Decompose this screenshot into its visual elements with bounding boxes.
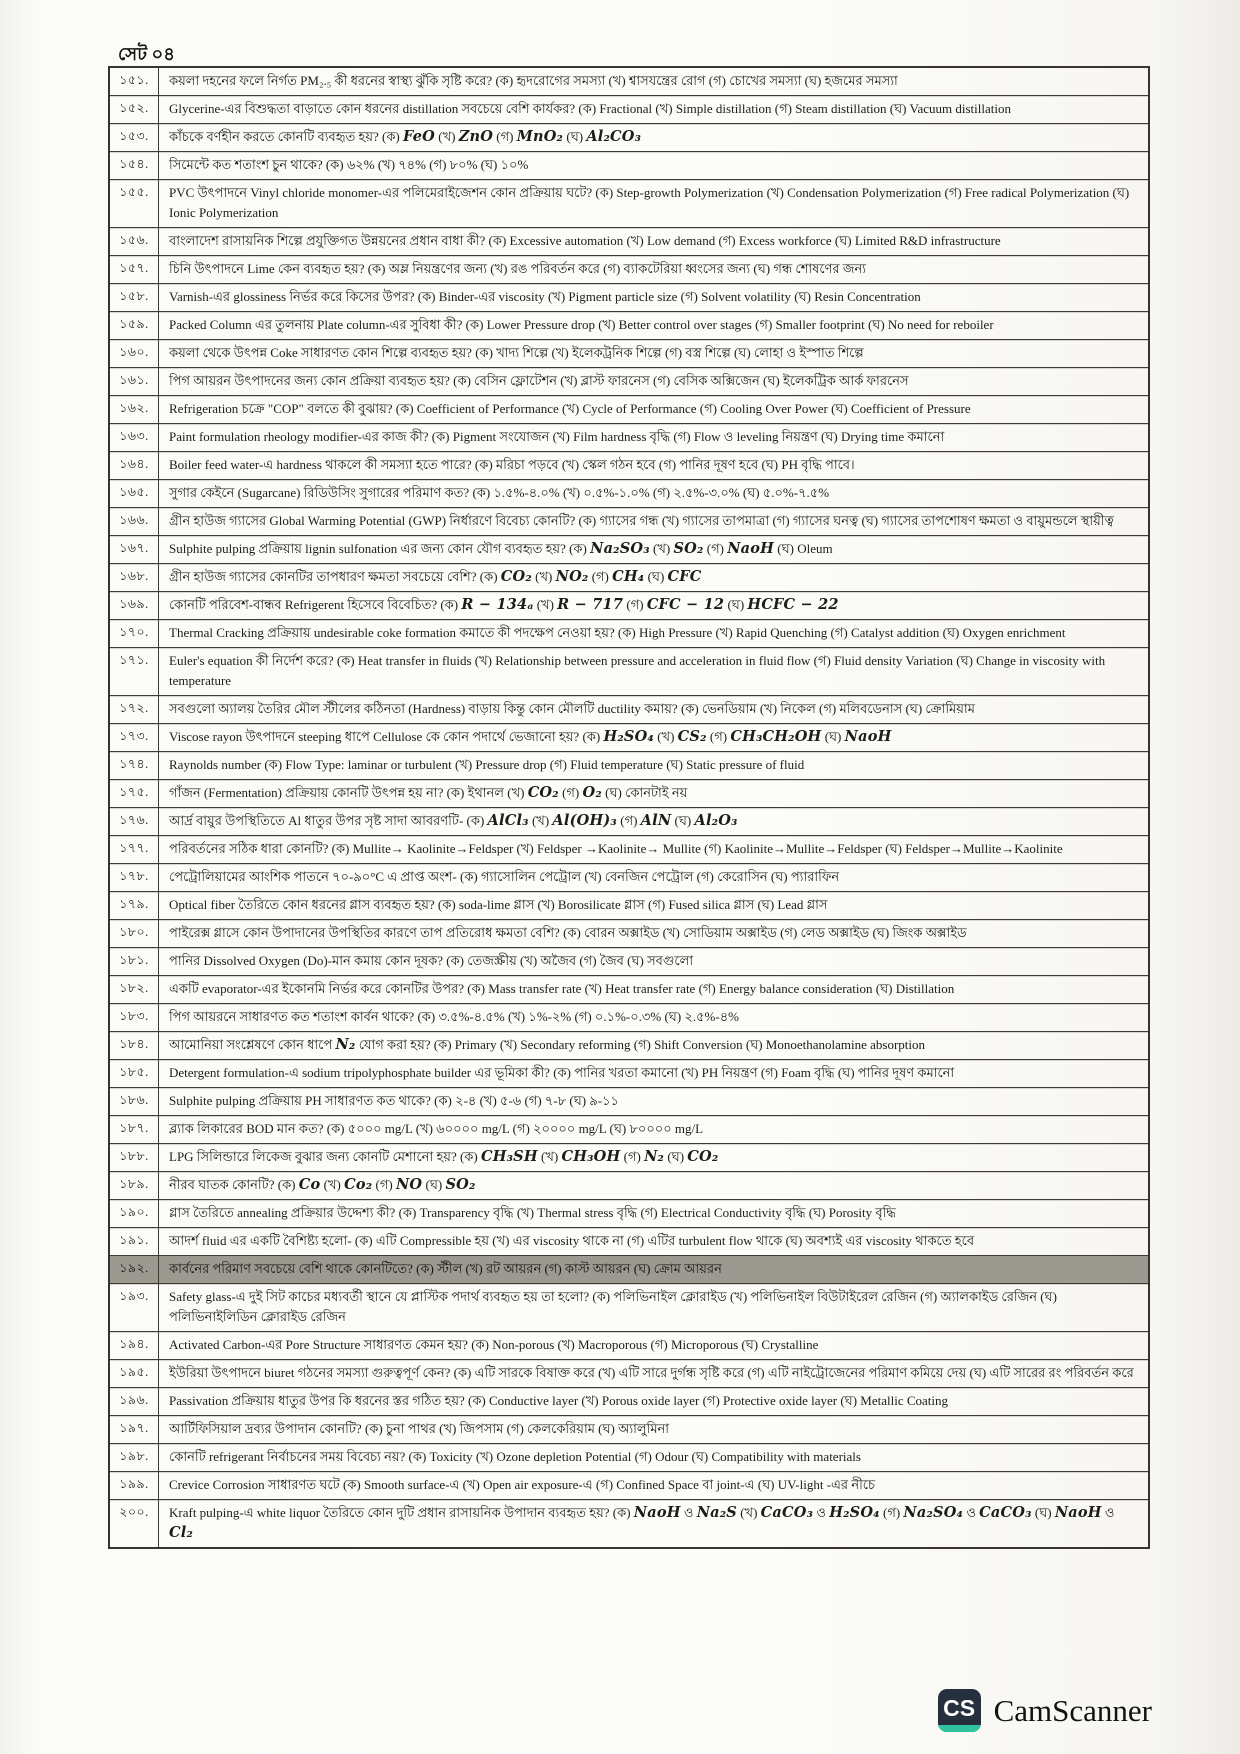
question-number: ১৯৫. [109, 1360, 159, 1388]
question-row [109, 1360, 1149, 1388]
question-text: Boiler feed water-এ hardness থাকলে কী সমস্যা হতে পারে? (ক) মরিচা পড়বে (খ) স্কেল গঠন হবে (গ) পানির দূষণ হবে (ঘ) PH বৃদ্ধি পাবে। [159, 452, 1150, 480]
question-text: গাঁজন (Fermentation) প্রক্রিয়ায় কোনটি উৎপন্ন হয় না? (ক) ইথানল (খ) CO₂ (গ) O₂ (ঘ) কোনটাই নয় [159, 780, 1150, 808]
question-row [109, 1088, 1149, 1116]
question-row [109, 920, 1149, 948]
chemical-formula: CH₄ [612, 568, 645, 585]
question-number: ১৯১. [109, 1228, 159, 1256]
question-row [109, 96, 1149, 124]
question-row [109, 284, 1149, 312]
question-text: Thermal Cracking প্রক্রিয়ায় undesirable coke formation কমাতে কী পদক্ষেপ নেওয়া হয়? (ক) High Pressure (খ) Rapid Quenching (গ) Catalyst addition (ঘ) Oxygen enrichment [159, 620, 1150, 648]
question-text: Euler's equation কী নির্দেশ করে? (ক) Heat transfer in fluids (খ) Relationship between pressure and acceleration in fluid flow (গ) Fluid density Variation (ঘ) Change in viscosity with temperature [159, 648, 1150, 696]
question-number: ১৫১. [109, 67, 159, 96]
question-number: ১৫৫. [109, 180, 159, 228]
question-number: ১৮৬. [109, 1088, 159, 1116]
camscanner-watermark [938, 1689, 1152, 1732]
question-number: ১৭৩. [109, 724, 159, 752]
question-text: গ্রীন হাউজ গ্যাসের কোনটির তাপধারণ ক্ষমতা সবচেয়ে বেশি? (ক) CO₂ (খ) NO₂ (গ) CH₄ (ঘ) CFC [159, 564, 1150, 592]
chemical-formula: CaCO₃ [760, 1504, 814, 1521]
chemical-formula: Na₂S [696, 1504, 737, 1521]
question-row [109, 564, 1149, 592]
camscanner-brand-text: CamScanner [993, 1692, 1152, 1728]
question-text: Paint formulation rheology modifier-এর কাজ কী? (ক) Pigment সংযোজন (খ) Film hardness বৃদ্ধি (গ) Flow ও leveling নিয়ন্ত্রণ (ঘ) Drying time কমানো [159, 424, 1150, 452]
question-row [109, 752, 1149, 780]
question-row [109, 1256, 1149, 1284]
question-row [109, 892, 1149, 920]
question-text: চিনি উৎপাদনে Lime কেন ব্যবহৃত হয়? (ক) অম্ল নিয়ন্ত্রণের জন্য (খ) রঙ পরিবর্তন করে (গ) ব্যাকটেরিয়া ধ্বংসের জন্য (ঘ) গন্ধ শোষণের জন্য [159, 256, 1150, 284]
question-row [109, 620, 1149, 648]
chemical-formula: NaoH [727, 540, 775, 557]
chemical-formula: NO [395, 1176, 423, 1193]
question-text: আর্টিফিসিয়াল দ্রব্যর উপাদান কোনটি? (ক) চুনা পাথর (খ) জিপসাম (গ) কেলকেরিয়াম (ঘ) অ্যালুমিনা [159, 1416, 1150, 1444]
chemical-formula: AlN [640, 812, 672, 829]
chemical-formula: Na₂SO₃ [590, 540, 650, 557]
question-number: ১৫৯. [109, 312, 159, 340]
question-text: Sulphite pulping প্রক্রিয়ায় PH সাধারণত কত থাকে? (ক) ২-৪ (খ) ৫-৬ (গ) ৭-৮ (ঘ) ৯-১১ [159, 1088, 1150, 1116]
question-row [109, 256, 1149, 284]
chemical-formula: CO₂ [500, 568, 532, 585]
chemical-formula: CO₂ [687, 1148, 719, 1165]
question-number: ১৯৪. [109, 1332, 159, 1360]
question-number: ১৬৫. [109, 480, 159, 508]
question-number: ১৮০. [109, 920, 159, 948]
question-row [109, 508, 1149, 536]
question-row [109, 1472, 1149, 1500]
question-number: ১৭৭. [109, 836, 159, 864]
chemical-formula: NaoH [1054, 1504, 1102, 1521]
chemical-formula: AlCl₃ [487, 812, 529, 829]
chemical-formula: CH₃CH₂OH [730, 728, 822, 745]
question-number: ১৮৩. [109, 1004, 159, 1032]
question-row [109, 648, 1149, 696]
question-text: একটি evaporator-এর ইকোনমি নির্ভর করে কোনটির উপর? (ক) Mass transfer rate (খ) Heat transfer rate (গ) Energy balance consideration (ঘ) Distillation [159, 976, 1150, 1004]
question-number: ১৫৪. [109, 152, 159, 180]
chemical-formula: N₂ [335, 1036, 356, 1053]
question-row [109, 1388, 1149, 1416]
chemical-formula: Co₂ [344, 1176, 373, 1193]
question-text: আর্দ্র বায়ুর উপস্থিতিতে Al ধাতুর উপর সৃষ্ট সাদা আবরণটি- (ক) AlCl₃ (খ) Al(OH)₃ (গ) AlN (ঘ) Al₂O₃ [159, 808, 1150, 836]
camscanner-icon-label: CS [943, 1694, 976, 1721]
chemical-formula: MnO₂ [516, 128, 564, 145]
chemical-formula: N₂ [644, 1148, 665, 1165]
question-text: পিগ আয়রনে সাধারণত কত শতাংশ কার্বন থাকে? (ক) ৩.৫%-৪.৫% (খ) ১%-২% (গ) ০.১%-০.৩% (ঘ) ২.৫%-৪% [159, 1004, 1150, 1032]
question-number: ১৯৬. [109, 1388, 159, 1416]
question-number: ১৭৬. [109, 808, 159, 836]
question-text: পিগ আয়রন উৎপাদনের জন্য কোন প্রক্রিয়া ব্যবহৃত হয়? (ক) বেসিন ফ্লোটেশন (খ) ব্লাস্ট ফারনেস (গ) বেসিক অক্সিজেন (ঘ) ইলেকট্রিক আর্ক ফারনেস [159, 368, 1150, 396]
question-number: ১৫৮. [109, 284, 159, 312]
chemical-formula: HCFC − 22 [747, 596, 839, 613]
chemical-formula: R − 134ₐ [461, 596, 534, 613]
chemical-formula: CFC [667, 568, 702, 585]
question-text: কার্বনের পরিমাণ সবচেয়ে বেশি থাকে কোনটিতে? (ক) স্টীল (খ) রট আয়রন (গ) কাস্ট আয়রন (ঘ) ক্রোম আয়রন [159, 1256, 1150, 1284]
question-number: ১৬৪. [109, 452, 159, 480]
question-row [109, 864, 1149, 892]
question-row [109, 592, 1149, 620]
question-number: ১৮৪. [109, 1032, 159, 1060]
chemical-formula: H₂SO₄ [829, 1504, 880, 1521]
chemical-formula: FeO [403, 128, 435, 145]
chemical-formula: CFC − 12 [646, 596, 725, 613]
question-number: ১৫২. [109, 96, 159, 124]
question-text: আমোনিয়া সংশ্লেষণে কোন ধাপে N₂ যোগ করা হয়? (ক) Primary (খ) Secondary reforming (গ) Shift Conversion (ঘ) Monoethanolamine absorption [159, 1032, 1150, 1060]
question-text: ব্ল্যাক লিকারের BOD মান কত? (ক) ৫০০০ mg/L (খ) ৬০০০০ mg/L (গ) ২০০০০ mg/L (ঘ) ৮০০০০ mg/L [159, 1116, 1150, 1144]
question-text: Refrigeration চক্রে "COP" বলতে কী বুঝায়? (ক) Coefficient of Performance (খ) Cycle of Performance (গ) Cooling Over Power (ঘ) Coefficient of Pressure [159, 396, 1150, 424]
question-row [109, 312, 1149, 340]
chemical-formula: CH₃OH [561, 1148, 621, 1165]
question-row [109, 1004, 1149, 1032]
question-text: Activated Carbon-এর Pore Structure সাধারণত কেমন হয়? (ক) Non-porous (খ) Macroporous (গ) Microporous (ঘ) Crystalline [159, 1332, 1150, 1360]
question-number: ১৯৩. [109, 1284, 159, 1332]
chemical-formula: Cl₂ [169, 1524, 193, 1541]
question-number: ১৯২. [109, 1256, 159, 1284]
question-number: ১৭০. [109, 620, 159, 648]
question-text: Passivation প্রক্রিয়ায় ধাতুর উপর কি ধরনের স্তর গঠিত হয়? (ক) Conductive layer (খ) Porous oxide layer (গ) Protective oxide layer (ঘ) Metallic Coating [159, 1388, 1150, 1416]
question-row [109, 152, 1149, 180]
question-number: ১৬৩. [109, 424, 159, 452]
question-row [109, 976, 1149, 1004]
question-text: গ্লাস তৈরিতে annealing প্রক্রিয়ার উদ্দেশ্য কী? (ক) Transparency বৃদ্ধি (খ) Thermal stress বৃদ্ধি (গ) Electrical Conductivity বৃদ্ধি (ঘ) Porosity বৃদ্ধি [159, 1200, 1150, 1228]
question-text: Raynolds number (ক) Flow Type: laminar or turbulent (খ) Pressure drop (গ) Fluid temperature (ঘ) Static pressure of fluid [159, 752, 1150, 780]
question-text: বাংলাদেশ রাসায়নিক শিল্পে প্রযুক্তিগত উন্নয়নের প্রধান বাধা কী? (ক) Excessive automation (খ) Low demand (গ) Excess workforce (ঘ) Limited R&D infrastructure [159, 228, 1150, 256]
question-row [109, 1284, 1149, 1332]
question-number: ১৭৫. [109, 780, 159, 808]
question-number: ১৮৯. [109, 1172, 159, 1200]
question-row [109, 1060, 1149, 1088]
question-row [109, 1200, 1149, 1228]
chemical-formula: O₂ [582, 784, 602, 801]
question-number: ১৮৭. [109, 1116, 159, 1144]
question-number: ১৬৬. [109, 508, 159, 536]
question-number: ১৭৯. [109, 892, 159, 920]
question-text: পেট্রোলিয়ামের আংশিক পাতনে ৭০-৯০°C এ প্রাপ্ত অংশ- (ক) গ্যাসোলিন পেট্রোল (খ) বেনজিন পেট্রোল (গ) কেরোসিন (ঘ) প্যারাফিন [159, 864, 1150, 892]
question-row [109, 948, 1149, 976]
question-text: পানির Dissolved Oxygen (Do)-মান কমায় কোন দূষক? (ক) তেজস্ক্রীয় (খ) অজৈব (গ) জৈব (ঘ) সবগুলো [159, 948, 1150, 976]
question-text: Varnish-এর glossiness নির্ভর করে কিসের উপর? (ক) Binder-এর viscosity (খ) Pigment particle size (গ) Solvent volatility (ঘ) Resin Concentration [159, 284, 1150, 312]
question-text: PVC উৎপাদনে Vinyl chloride monomer-এর পলিমেরাইজেশন কোন প্রক্রিয়ায় ঘটে? (ক) Step-growth Polymerization (খ) Condensation Polymerization (গ) Free radical Polymerization (ঘ) Ionic Polymerization [159, 180, 1150, 228]
question-text: Viscose rayon উৎপাদনে steeping ধাপে Cellulose কে কোন পদার্থে ভেজানো হয়? (ক) H₂SO₄ (খ) CS₂ (গ) CH₃CH₂OH (ঘ) NaoH [159, 724, 1150, 752]
question-text: Glycerine-এর বিশুদ্ধতা বাড়াতে কোন ধরনের distillation সবচেয়ে বেশি কার্যকর? (ক) Fractional (খ) Simple distillation (গ) Steam distillation (ঘ) Vacuum distillation [159, 96, 1150, 124]
question-text: Sulphite pulping প্রক্রিয়ায় lignin sulfonation এর জন্য কোন যৌগ ব্যবহৃত হয়? (ক) Na₂SO₃ (খ) SO₂ (গ) NaoH (ঘ) Oleum [159, 536, 1150, 564]
question-text: Detergent formulation-এ sodium tripolyphosphate builder এর ভূমিকা কী? (ক) পানির খরতা কমানো (খ) PH নিয়ন্ত্রণ (গ) Foam বৃদ্ধি (ঘ) পানির দূষণ কমানো [159, 1060, 1150, 1088]
chemical-formula: CH₃SH [480, 1148, 538, 1165]
chemical-formula: NaoH [633, 1504, 681, 1521]
chemical-formula: SO₂ [673, 540, 704, 557]
question-row [109, 124, 1149, 152]
question-row [109, 452, 1149, 480]
question-row [109, 340, 1149, 368]
question-number: ১৯৭. [109, 1416, 159, 1444]
chemical-formula: CO₂ [527, 784, 559, 801]
question-row [109, 808, 1149, 836]
question-number: ১৮১. [109, 948, 159, 976]
question-row [109, 1116, 1149, 1144]
question-row [109, 1172, 1149, 1200]
question-text: পরিবর্তনের সঠিক ধারা কোনটি? (ক) Mullite→ Kaolinite→Feldsper (খ) Feldsper →Kaolinite→ Mullite (গ) Kaolinite→Mullite→Feldsper (ঘ) Feldsper→Mullite→Kaolinite [159, 836, 1150, 864]
question-row [109, 1444, 1149, 1472]
question-row [109, 536, 1149, 564]
question-number: ১৬২. [109, 396, 159, 424]
question-text: Packed Column এর তুলনায় Plate column-এর সুবিধা কী? (ক) Lower Pressure drop (খ) Better control over stages (গ) Smaller footprint (ঘ) No need for reboiler [159, 312, 1150, 340]
question-number: ১৯০. [109, 1200, 159, 1228]
question-row [109, 228, 1149, 256]
camscanner-icon-accent-strip [938, 1725, 981, 1732]
question-row [109, 480, 1149, 508]
question-row [109, 1032, 1149, 1060]
question-text: কয়লা দহনের ফলে নির্গত PM₂.₅ কী ধরনের স্বাস্থ্য ঝুঁকি সৃষ্টি করে? (ক) হৃদরোগের সমস্যা (খ) শ্বাসযন্ত্রের রোগ (গ) চোখের সমস্যা (ঘ) হজমের সমস্যা [159, 67, 1150, 96]
question-row [109, 1228, 1149, 1256]
question-text: গ্রীন হাউজ গ্যাসের Global Warming Potential (GWP) নির্ধারণে বিবেচ্য কোনটি? (ক) গ্যাসের গন্ধ (খ) গ্যাসের তাপমাত্রা (গ) গ্যাসের ঘনত্ব (ঘ) গ্যাসের তাপশোষণ ক্ষমতা ও বায়ুমন্ডলে স্থায়ীত্ব [159, 508, 1150, 536]
question-number: ১৭২. [109, 696, 159, 724]
question-text: কাঁচকে বর্ণহীন করতে কোনটি ব্যবহৃত হয়? (ক) FeO (খ) ZnO (গ) MnO₂ (ঘ) Al₂CO₃ [159, 124, 1150, 152]
chemical-formula: Co [298, 1176, 321, 1193]
chemical-formula: CaCO₃ [979, 1504, 1032, 1521]
question-number: ২০০. [109, 1500, 159, 1549]
question-number: ১৭১. [109, 648, 159, 696]
question-text: কোনটি পরিবেশ-বান্ধব Refrigerent হিসেবে বিবেচিত? (ক) R − 134ₐ (খ) R − 717 (গ) CFC − 12 (ঘ) HCFC − 22 [159, 592, 1150, 620]
chemical-formula: Al₂CO₃ [586, 128, 642, 145]
question-number: ১৯৮. [109, 1444, 159, 1472]
question-text: Crevice Corrosion সাধারণত ঘটে (ক) Smooth surface-এ (খ) Open air exposure-এ (গ) Confined Space বা joint-এ (ঘ) UV-light -এর নীচে [159, 1472, 1150, 1500]
chemical-formula: H₂SO₄ [603, 728, 654, 745]
question-row [109, 1332, 1149, 1360]
chemical-formula: CS₂ [677, 728, 707, 745]
question-number: ১৬৯. [109, 592, 159, 620]
question-table-body [109, 67, 1149, 1548]
question-number: ১৮২. [109, 976, 159, 1004]
question-text: সবগুলো অ্যালয় তৈরির মৌল স্টীলের কঠিনতা (Hardness) বাড়ায় কিন্তু কোন মৌলটি ductility কমায়? (ক) ভেনডিয়াম (খ) নিকেল (গ) মলিবডেনাস (ঘ) ক্রোমিয়াম [159, 696, 1150, 724]
question-number: ১৭৪. [109, 752, 159, 780]
question-row [109, 424, 1149, 452]
chemical-formula: ZnO [458, 128, 494, 145]
question-text: সুগার কেইনে (Sugarcane) রিডিউসিং সুগারের পরিমাণ কত? (ক) ১.৫%-৪.০% (খ) ০.৫%-১.০% (গ) ২.৫%-৩.০% (ঘ) ৫.০%-৭.৫% [159, 480, 1150, 508]
question-text: আদর্শ fluid এর একটি বৈশিষ্ট্য হলো- (ক) এটি Compressible হয় (খ) এর viscosity থাকে না (গ) এটির turbulent flow থাকে (ঘ) অবশ্যই এর viscosity থাকতে হবে [159, 1228, 1150, 1256]
chemical-formula: SO₂ [445, 1176, 476, 1193]
chemical-formula: NO₂ [555, 568, 589, 585]
question-row [109, 1500, 1149, 1549]
question-text: Optical fiber তৈরিতে কোন ধরনের গ্লাস ব্যবহৃত হয়? (ক) soda-lime গ্লাস (খ) Borosilicate গ্লাস (গ) Fused silica গ্লাস (ঘ) Lead গ্লাস [159, 892, 1150, 920]
question-row [109, 180, 1149, 228]
chemical-formula: NaoH [844, 728, 892, 745]
question-row [109, 67, 1149, 96]
chemical-formula: Na₂SO₄ [903, 1504, 964, 1521]
question-text: LPG সিলিন্ডারে লিকেজ বুঝার জন্য কোনটি মেশানো হয়? (ক) CH₃SH (খ) CH₃OH (গ) N₂ (ঘ) CO₂ [159, 1144, 1150, 1172]
camscanner-icon [938, 1689, 981, 1732]
chemical-formula: Al₂O₃ [694, 812, 738, 829]
question-row [109, 696, 1149, 724]
question-row [109, 836, 1149, 864]
question-number: ১৮৮. [109, 1144, 159, 1172]
question-row [109, 724, 1149, 752]
question-text: ইউরিয়া উৎপাদনে biuret গঠনের সমস্যা গুরুত্বপূর্ণ কেন? (ক) এটি সারকে বিষাক্ত করে (খ) এটি সারে দুর্গন্ধ সৃষ্টি করে (গ) এটি নাইট্রোজেনের পরিমাণ কমিয়ে দেয় (ঘ) এটি সারের রং পরিবর্তন করে [159, 1360, 1150, 1388]
question-text: Safety glass-এ দুই সিট কাচের মধ্যবর্তী স্থানে যে প্লাস্টিক পদার্থ ব্যবহৃত হয় তা হলো? (ক) পলিভিনাইল ক্লোরাইড (খ) পলিভিনাইল বিউটাইরেল রেজিন (গ) অ্যালকাইড রেজিন (ঘ) পলিভিনাইলিডিন ক্লোরাইড রেজিন [159, 1284, 1150, 1332]
chemical-formula: R − 717 [557, 596, 624, 613]
question-text: Kraft pulping-এ white liquor তৈরিতে কোন দুটি প্রধান রাসায়নিক উপাদান ব্যবহৃত হয়? (ক) NaoH ও Na₂S (খ) CaCO₃ ও H₂SO₄ (গ) Na₂SO₄ ও CaCO₃ (ঘ) NaoH ও Cl₂ [159, 1500, 1150, 1549]
question-number: ১৫৬. [109, 228, 159, 256]
question-text: সিমেন্টে কত শতাংশ চুন থাকে? (ক) ৬২% (খ) ৭৪% (গ) ৮০% (ঘ) ১০% [159, 152, 1150, 180]
chemical-formula: Al(OH)₃ [552, 812, 617, 829]
question-number: ১৭৮. [109, 864, 159, 892]
question-table [108, 66, 1150, 1549]
question-text: কোনটি refrigerant নির্বাচনের সময় বিবেচ্য নয়? (ক) Toxicity (খ) Ozone depletion Potential (গ) Odour (ঘ) Compatibility with materials [159, 1444, 1150, 1472]
question-row [109, 780, 1149, 808]
question-number: ১৫৭. [109, 256, 159, 284]
question-text: পাইরেক্স গ্লাসে কোন উপাদানের উপস্থিতির কারণে তাপ প্রতিরোধ ক্ষমতা বেশি? (ক) বোরন অক্সাইড (খ) সোডিয়াম অক্সাইড (গ) লেড অক্সাইড (ঘ) জিংক অক্সাইড [159, 920, 1150, 948]
question-number: ১৬৭. [109, 536, 159, 564]
question-number: ১৬৮. [109, 564, 159, 592]
question-row [109, 1416, 1149, 1444]
question-row [109, 396, 1149, 424]
question-text: নীরব ঘাতক কোনটি? (ক) Co (খ) Co₂ (গ) NO (ঘ) SO₂ [159, 1172, 1150, 1200]
question-number: ১৫৩. [109, 124, 159, 152]
question-number: ১৬১. [109, 368, 159, 396]
set-title: সেট ০৪ [118, 44, 175, 64]
question-row [109, 1144, 1149, 1172]
question-row [109, 368, 1149, 396]
question-text: কয়লা থেকে উৎপন্ন Coke সাধারণত কোন শিল্পে ব্যবহৃত হয়? (ক) খাদ্য শিল্পে (খ) ইলেকট্রনিক শিল্পে (গ) বস্ত্র শিল্পে (ঘ) লোহা ও ইস্পাত শিল্পে [159, 340, 1150, 368]
question-number: ১৬০. [109, 340, 159, 368]
question-number: ১৮৫. [109, 1060, 159, 1088]
question-number: ১৯৯. [109, 1472, 159, 1500]
